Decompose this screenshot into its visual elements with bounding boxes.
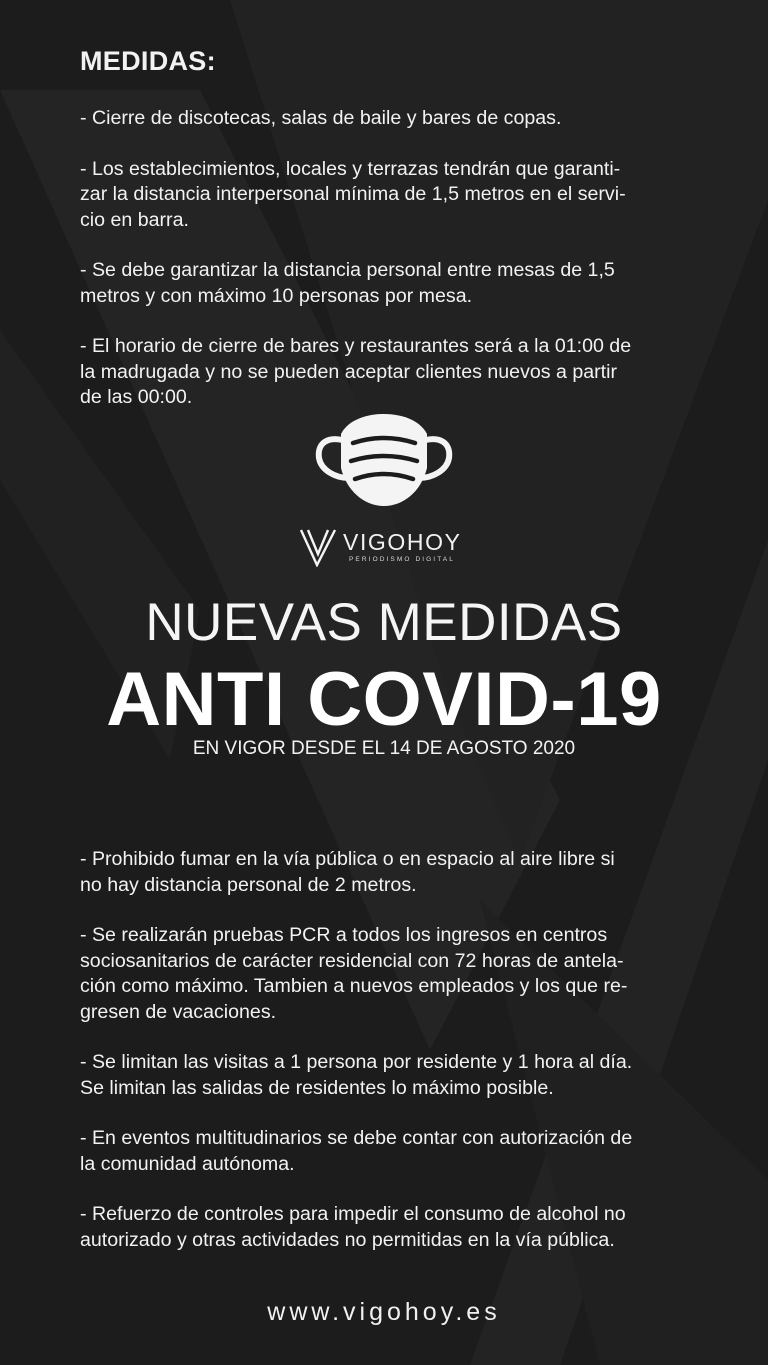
v-logo-mark <box>299 527 341 567</box>
measure-item: - Se realizarán pruebas PCR a todos los ingresos en centros sociosanitarios de carácter residencial con 72 horas de antela- ción como máximo. Tambien a nuevos empleados y los que re- gresen de vacaciones. <box>80 924 628 1023</box>
measure-item: - Se limitan las visitas a 1 persona por residente y 1 hora al día. Se limitan las salidas de residentes lo máximo posible. <box>80 1051 633 1099</box>
measure-item: - Cierre de discotecas, salas de baile y bares de copas. <box>80 107 562 129</box>
measures-heading: MEDIDAS: <box>80 46 216 76</box>
face-mask-icon <box>313 408 455 510</box>
logo-text: VIGOHOY <box>343 529 462 555</box>
measure-item: - Prohibido fumar en la vía pública o en espacio al aire libre si no hay distancia personal de 2 metros. <box>80 848 615 896</box>
website-url: www.vigohoy.es <box>267 1298 501 1326</box>
measures-list-bottom <box>80 847 700 1278</box>
title-line-1: NUEVAS MEDIDAS <box>145 593 623 652</box>
measure-item: - Se debe garantizar la distancia personal entre mesas de 1,5 metros y con máximo 10 personas por mesa. <box>80 259 615 307</box>
measure-item: - Los establecimientos, locales y terrazas tendrán que garanti- zar la distancia interpersonal mínima de 1,5 metros en el servi- cio en barra. <box>80 157 626 231</box>
measure-item: - En eventos multitudinarios se debe contar con autorización de la comunidad autónoma. <box>80 1127 633 1175</box>
measure-item: - Refuerzo de controles para impedir el consumo de alcohol no autorizado y otras actividades no permitidas en la vía pública. <box>80 1203 626 1251</box>
title-line-2: ANTI COVID-19 <box>106 657 662 742</box>
vigohoy-logo <box>299 524 479 570</box>
measures-list-top <box>80 106 700 436</box>
logo-tagline: PERIODISMO DIGITAL <box>349 556 455 563</box>
subtitle: EN VIGOR DESDE EL 14 DE AGOSTO 2020 <box>192 738 576 759</box>
measure-item: - El horario de cierre de bares y restaurantes será a la 01:00 de la madrugada y no se pueden aceptar clientes nuevos a partir de las 00:00. <box>80 335 632 408</box>
